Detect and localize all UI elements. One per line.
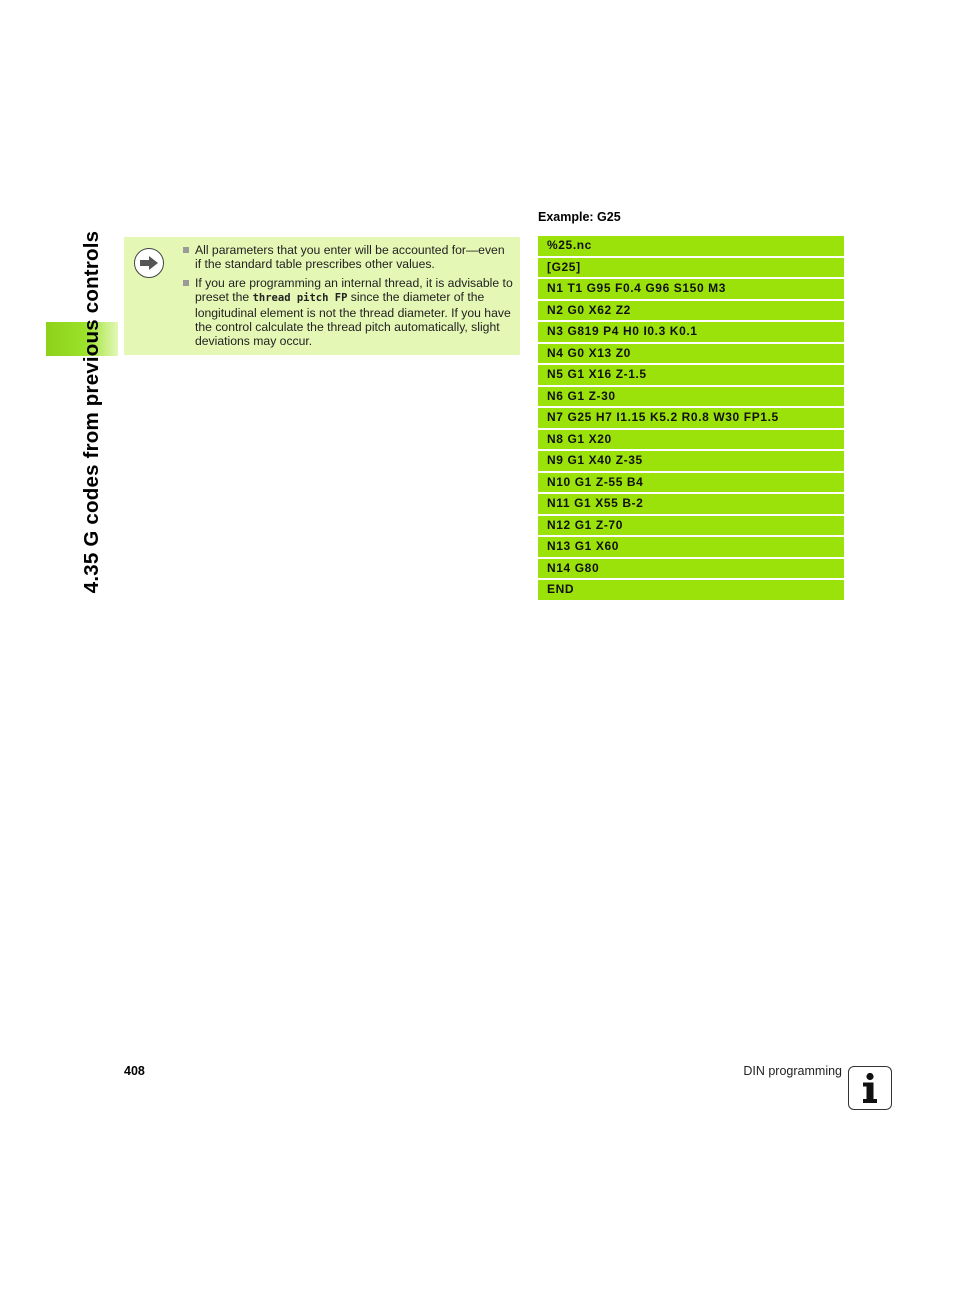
code-listing: [538, 236, 844, 602]
code-line: N3 G819 P4 H0 I0.3 K0.1: [538, 322, 844, 342]
note-list: [183, 243, 513, 353]
note-item: [183, 243, 513, 272]
note-text-before: If you are programming an internal thread, it is advisable to preset the: [195, 275, 513, 305]
note-item: [183, 276, 513, 349]
code-line: N12 G1 Z-70: [538, 516, 844, 536]
note-text-after: since the diameter of the longitudinal element is not the thread diameter. If you have the control calculate the thread pitch automatically, slight deviations may occur.: [195, 290, 511, 349]
code-line: [G25]: [538, 258, 844, 278]
code-line: N4 G0 X13 Z0: [538, 344, 844, 364]
footer-section-title: DIN programming: [743, 1064, 842, 1078]
bullet-icon: [183, 280, 189, 286]
example-heading: Example: G25: [538, 210, 621, 224]
code-line: END: [538, 580, 844, 600]
code-line: N10 G1 Z-55 B4: [538, 473, 844, 493]
code-line: N2 G0 X62 Z2: [538, 301, 844, 321]
info-icon: [848, 1066, 892, 1110]
bullet-icon: [183, 247, 189, 253]
note-code: thread pitch FP: [252, 292, 348, 305]
arrow-right-icon: [134, 248, 164, 278]
code-line: N1 T1 G95 F0.4 G96 S150 M3: [538, 279, 844, 299]
code-line: N14 G80: [538, 559, 844, 579]
code-line: N9 G1 X40 Z-35: [538, 451, 844, 471]
code-line: N13 G1 X60: [538, 537, 844, 557]
code-line: N8 G1 X20: [538, 430, 844, 450]
page-number: 408: [124, 1064, 145, 1078]
code-line: N5 G1 X16 Z-1.5: [538, 365, 844, 385]
chapter-title: 4.35 G codes from previous controls: [80, 230, 103, 594]
code-line: N11 G1 X55 B-2: [538, 494, 844, 514]
note-text: All parameters that you enter will be accounted for—even if the standard table prescribes other values.: [195, 243, 505, 272]
code-line: N6 G1 Z-30: [538, 387, 844, 407]
code-line: %25.nc: [538, 236, 844, 256]
code-line: N7 G25 H7 I1.15 K5.2 R0.8 W30 FP1.5: [538, 408, 844, 428]
